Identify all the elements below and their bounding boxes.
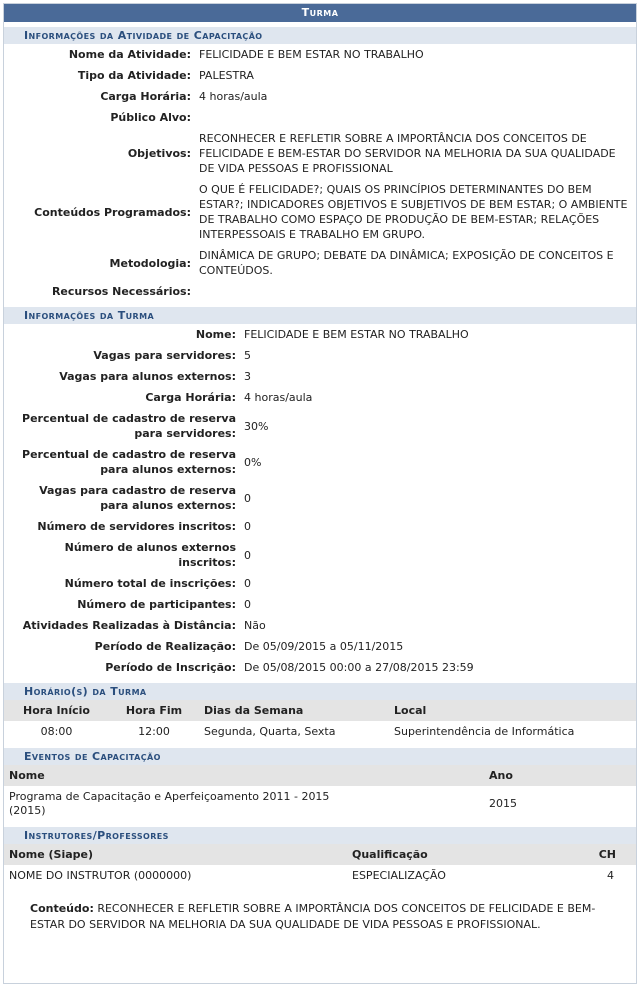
atividade-info-table xyxy=(4,44,636,302)
field-label: Vagas para servidores: xyxy=(93,349,236,362)
section-horarios-title: Horário(s) da Turma xyxy=(4,683,636,700)
field-label: Número de alunos externos inscritos: xyxy=(64,541,236,569)
field-value: DINÂMICA DE GRUPO; DEBATE DA DINÂMICA; EXPOSIÇÃO DE CONCEITOS E CONTEÚDOS. xyxy=(199,249,614,277)
field-label: Objetivos: xyxy=(127,147,191,160)
section-turma-title: Informações da Turma xyxy=(4,307,636,324)
eventos-table xyxy=(4,765,636,822)
field-label: Período de Realização: xyxy=(94,640,236,653)
info-row xyxy=(4,573,636,594)
cell-local: Superintendência de Informática xyxy=(394,725,575,738)
col-local: Local xyxy=(389,700,636,721)
field-value: 0 xyxy=(244,577,251,590)
field-value: 0 xyxy=(244,520,251,533)
field-value: 0 xyxy=(244,491,251,505)
field-label: Número de participantes: xyxy=(77,598,236,611)
cell-hora-inicio: 08:00 xyxy=(40,725,73,738)
info-row xyxy=(4,366,636,387)
info-row xyxy=(4,636,636,657)
info-row xyxy=(4,128,636,179)
field-value: Não xyxy=(244,619,266,632)
col-ch: CH xyxy=(581,844,636,865)
turma-info-table xyxy=(4,324,636,678)
field-value: 4 horas/aula xyxy=(244,391,313,404)
field-label: Nome: xyxy=(195,328,236,341)
field-label: Número total de inscrições: xyxy=(64,577,236,590)
field-label: Vagas para alunos externos: xyxy=(59,370,236,383)
field-value: 0 xyxy=(244,548,251,562)
cell-evento-nome: Programa de Capacitação e Aperfeiçoamento 2011 - 2015 (2015) xyxy=(9,790,330,817)
field-value: PALESTRA xyxy=(199,69,254,82)
cell-instrutor-qualificacao: ESPECIALIZAÇÃO xyxy=(352,869,446,882)
section-instrutores-title: Instrutores/Professores xyxy=(4,827,636,844)
horarios-table xyxy=(4,700,636,743)
table-row xyxy=(4,786,636,822)
field-label: Conteúdos Programados: xyxy=(34,205,191,219)
table-header-row xyxy=(4,765,636,786)
conteudo-label: Conteúdo: xyxy=(30,902,94,915)
field-value: 3 xyxy=(244,370,251,383)
col-nome: Nome xyxy=(4,765,484,786)
info-row xyxy=(4,345,636,366)
conteudo-text: RECONHECER E REFLETIR SOBRE A IMPORTÂNCIA DOS CONCEITOS DE FELICIDADE E BEM-ESTAR DO SERVIDOR NA MELHORIA DA SUA QUALIDADE DE VIDA PESSOAS E PROFISSIONAL. xyxy=(30,902,596,931)
info-row xyxy=(4,594,636,615)
col-qualificacao: Qualificação xyxy=(347,844,581,865)
info-row xyxy=(4,408,636,444)
info-row xyxy=(4,537,636,573)
instrutor-conteudo xyxy=(4,887,636,941)
field-label: Vagas para cadastro de reserva para alunos externos: xyxy=(39,484,236,512)
field-label: Metodologia: xyxy=(109,256,191,270)
cell-evento-ano: 2015 xyxy=(489,797,517,810)
field-value: 30% xyxy=(244,419,269,433)
info-row xyxy=(4,65,636,86)
field-value: RECONHECER E REFLETIR SOBRE A IMPORTÂNCIA DOS CONCEITOS DE FELICIDADE E BEM-ESTAR DO SERVIDOR NA MELHORIA DA SUA QUALIDADE DE VIDA PESSOAS E PROFISSIONAL xyxy=(199,132,616,175)
field-label: Público Alvo: xyxy=(110,111,191,124)
field-label: Tipo da Atividade: xyxy=(77,69,191,82)
info-row xyxy=(4,657,636,678)
col-hora-fim: Hora Fim xyxy=(109,700,199,721)
turma-panel xyxy=(3,3,637,984)
col-ano: Ano xyxy=(484,765,636,786)
field-label: Período de Inscrição: xyxy=(105,661,236,674)
page-title: Turma xyxy=(4,4,636,22)
info-row xyxy=(4,179,636,245)
col-dias-semana: Dias da Semana xyxy=(199,700,389,721)
col-nome-siape: Nome (Siape) xyxy=(4,844,347,865)
info-row xyxy=(4,444,636,480)
field-value: De 05/09/2015 a 05/11/2015 xyxy=(244,640,404,653)
info-row xyxy=(4,480,636,516)
cell-instrutor-nome: NOME DO INSTRUTOR (0000000) xyxy=(9,869,192,882)
section-atividade-title: Informações da Atividade de Capacitação xyxy=(4,27,636,44)
field-value: O QUE É FELICIDADE?; QUAIS OS PRINCÍPIOS DETERMINANTES DO BEM ESTAR?; INDICADORES OBJETIVOS E SUBJETIVOS DE BEM ESTAR; O AMBIENTE DE TRABALHO COMO ESPAÇO DE PRODUÇÃO DE BEM-ESTAR; RELAÇÕES INTERPESSOAIS E TRABALHO EM GRUPO. xyxy=(199,183,628,241)
info-row xyxy=(4,107,636,128)
instrutores-table xyxy=(4,844,636,887)
field-label: Atividades Realizadas à Distância: xyxy=(22,619,236,632)
field-value: 5 xyxy=(244,349,251,362)
table-header-row xyxy=(4,844,636,865)
field-value: 4 horas/aula xyxy=(199,90,268,103)
field-label: Percentual de cadastro de reserva para servidores: xyxy=(22,412,236,440)
field-label: Carga Horária: xyxy=(145,391,236,404)
field-value: De 05/08/2015 00:00 a 27/08/2015 23:59 xyxy=(244,661,474,674)
field-value: 0 xyxy=(244,598,251,611)
field-label: Número de servidores inscritos: xyxy=(37,520,236,533)
info-row xyxy=(4,281,636,302)
info-row xyxy=(4,387,636,408)
cell-instrutor-ch: 4 xyxy=(607,869,614,882)
info-row xyxy=(4,44,636,65)
cell-dias-semana: Segunda, Quarta, Sexta xyxy=(204,725,336,738)
section-eventos-title: Eventos de Capacitação xyxy=(4,748,636,765)
field-value xyxy=(195,281,636,302)
table-row xyxy=(4,721,636,743)
info-row xyxy=(4,324,636,345)
field-value: 0% xyxy=(244,455,262,469)
field-value xyxy=(195,107,636,128)
info-row xyxy=(4,615,636,636)
field-label: Carga Horária: xyxy=(100,90,191,103)
info-row xyxy=(4,516,636,537)
table-row xyxy=(4,865,636,887)
info-row xyxy=(4,245,636,281)
info-row xyxy=(4,86,636,107)
field-label: Recursos Necessários: xyxy=(51,285,191,298)
table-header-row xyxy=(4,700,636,721)
field-value: FELICIDADE E BEM ESTAR NO TRABALHO xyxy=(244,328,469,341)
field-label: Percentual de cadastro de reserva para alunos externos: xyxy=(22,448,236,476)
col-hora-inicio: Hora Início xyxy=(4,700,109,721)
field-label: Nome da Atividade: xyxy=(68,48,191,61)
field-value: FELICIDADE E BEM ESTAR NO TRABALHO xyxy=(199,48,424,61)
cell-hora-fim: 12:00 xyxy=(138,725,170,738)
